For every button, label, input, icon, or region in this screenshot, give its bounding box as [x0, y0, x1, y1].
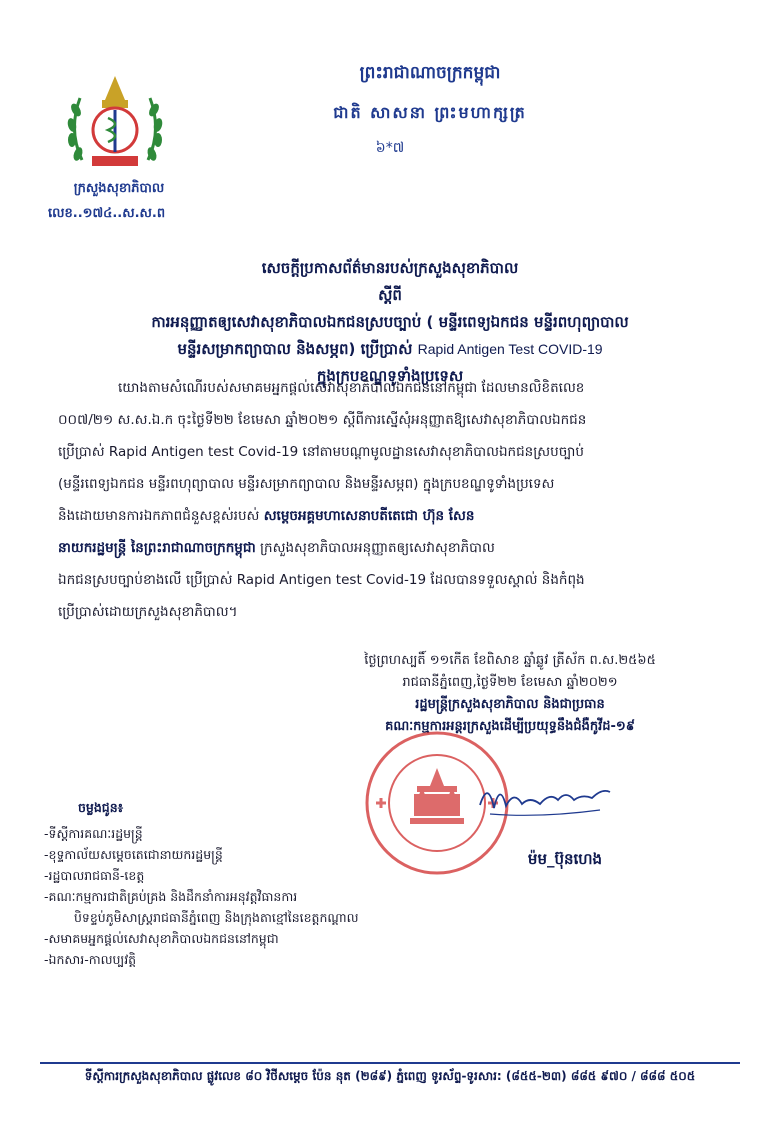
signer-role: រដ្ឋមន្ត្រីក្រសួងសុខាភិបាល និងជាប្រធាន — [415, 697, 605, 712]
reference-number: លេខ..១៧៤..ស.ស.ព — [48, 206, 166, 221]
body-line-3: ប្រើប្រាស់ Rapid Antigen test Covid-19 នៅតាមបណ្តាមូលដ្ឋានសេវាសុខាភិបាលឯកជនស្របច្បាប់ — [58, 444, 584, 460]
body-line-5-honorific: សម្តេចអគ្គមហាសេនាបតីតេជោ ហ៊ុន សែន — [263, 508, 475, 524]
title-test-name: Rapid Antigen Test COVID-19 — [417, 341, 603, 357]
lunar-date: ថ្ងៃព្រហស្បតិ៍ ១១កើត ខែពិសាខ ឆ្នាំឆ្លូវ ត្រីស័ក ព.ស.២៥៦៥ — [364, 653, 656, 668]
carbon-copy-list — [44, 800, 444, 970]
body-line-6-text: ក្រសួងសុខាភិបាលអនុញ្ញាតឲ្យសេវាសុខាភិបាល — [260, 540, 495, 556]
body-line-5-text: និងដោយមានការឯកភាពជំនួសខ្ពស់របស់ — [58, 508, 260, 524]
cc-item: -សមាគមអ្នកផ្តល់សេវាសុខាភិបាលឯកជននៅកម្ពុជា — [44, 931, 279, 946]
cc-item: -ទីស្តីការគណៈរដ្ឋមន្ត្រី — [44, 826, 143, 841]
title-line-3: ការអនុញ្ញាតឲ្យសេវាសុខាភិបាលឯកជនស្របច្បាប់ ( មន្ទីរពេទ្យឯកជន មន្ទីរពហុព្យាបាល — [151, 313, 629, 331]
body-line-5 — [58, 500, 726, 532]
ornament-divider: ៦*៧ — [375, 140, 405, 156]
title-line-2: ស្តីពី — [378, 286, 402, 304]
national-motto: ជាតិ សាសនា ព្រះមហាក្សត្រ — [333, 103, 527, 122]
cc-heading: ចម្លងជូន៖ — [78, 800, 124, 815]
body-line-8: ប្រើប្រាស់ដោយក្រសួងសុខាភិបាល។ — [58, 604, 238, 620]
signature-block — [290, 650, 730, 738]
body-line-2: ០០៧/២១ ស.ស.ឯ.ក ចុះថ្ងៃទី២២ ខែមេសា ឆ្នាំ២០២១ ស្តីពីការស្នើសុំអនុញ្ញាតឱ្យសេវាសុខាភិបាលឯកជន — [58, 412, 587, 428]
ministry-name: ក្រសួងសុខាភិបាល — [73, 181, 165, 196]
body-line-1: យោងតាមសំណើរបស់សមាគមអ្នកផ្តល់សេវាសុខាភិបាលឯកជននៅកម្ពុជា ដែលមានលិខិតលេខ — [118, 380, 585, 396]
title-line-4-khmer: មន្ទីរសម្រាកព្យាបាល និងសម្ភព) ប្រើប្រាស់ — [177, 340, 413, 358]
cc-item: -ឯកសារ-កាលប្បវត្តិ — [44, 952, 137, 967]
cc-item: -ខុទ្ទកាល័យសម្តេចតេជោនាយករដ្ឋមន្ត្រី — [44, 847, 223, 862]
handwritten-signature — [470, 770, 620, 830]
document-title — [70, 255, 710, 390]
cc-item: បិទខ្ទប់ភូមិសាស្ត្ររាជធានីភ្នំពេញ និងក្រុងតាខ្មៅនៃខេត្តកណ្តាល — [74, 910, 359, 925]
title-line-4 — [70, 336, 710, 363]
ministry-emblem — [62, 70, 168, 180]
signer-committee: គណៈកម្មការអន្តរក្រសួងដើម្បីប្រយុទ្ធនឹងជំងឺកូវីដ-១៩ — [385, 719, 635, 734]
cc-item: -គណៈកម្មការជាតិគ្រប់គ្រង និងដឹកនាំការអនុវត្តវិធានការ — [44, 889, 298, 904]
body-paragraph — [58, 372, 726, 628]
title-line-1: សេចក្តីប្រកាសព័ត៌មានរបស់ក្រសួងសុខាភិបាល — [261, 259, 519, 277]
place-date: រាជធានីភ្នំពេញ,ថ្ងៃទី២២ ខែមេសា ឆ្នាំ២០២១ — [402, 675, 618, 690]
footer-address: ទីស្តីការក្រសួងសុខាភិបាល ផ្លូវលេខ ៨០ វិថីសម្តេច ប៉ែន នុត (២៨៩) ភ្នំពេញ ទូរស័ព្ទ-ទូរសារ: (៨៥៥-២៣) ៨៨៥ ៩៧០ / ៨៨៨ ៥០៥ — [84, 1069, 696, 1083]
body-line-6-title: នាយករដ្ឋមន្ត្រី នៃព្រះរាជាណាចក្រកម្ពុជា — [58, 540, 256, 556]
cc-item: -រដ្ឋបាលរាជធានី-ខេត្ត — [44, 868, 145, 883]
title-line-5: ក្នុងក្របខណ្ឌទូទាំងប្រទេស — [316, 367, 464, 385]
body-line-7: ឯកជនស្របច្បាប់ខាងលើ ប្រើប្រាស់ Rapid Antigen test Covid-19 ដែលបានទទួលស្គាល់ និងកំពុង — [58, 572, 585, 588]
footer-divider — [40, 1062, 740, 1064]
body-line-4: (មន្ទីរពេទ្យឯកជន មន្ទីរពហុព្យាបាល មន្ទីរសម្រាកព្យាបាល និងមន្ទីរសម្ភព) ក្នុងក្របខណ្ឌទូទាំងប្រទេស — [58, 476, 555, 492]
body-line-6 — [58, 532, 726, 564]
kingdom-heading: ព្រះរាជាណាចក្រកម្ពុជា — [359, 63, 501, 83]
signer-name: ម៉ម_ប៊ុនហេង — [527, 850, 603, 868]
